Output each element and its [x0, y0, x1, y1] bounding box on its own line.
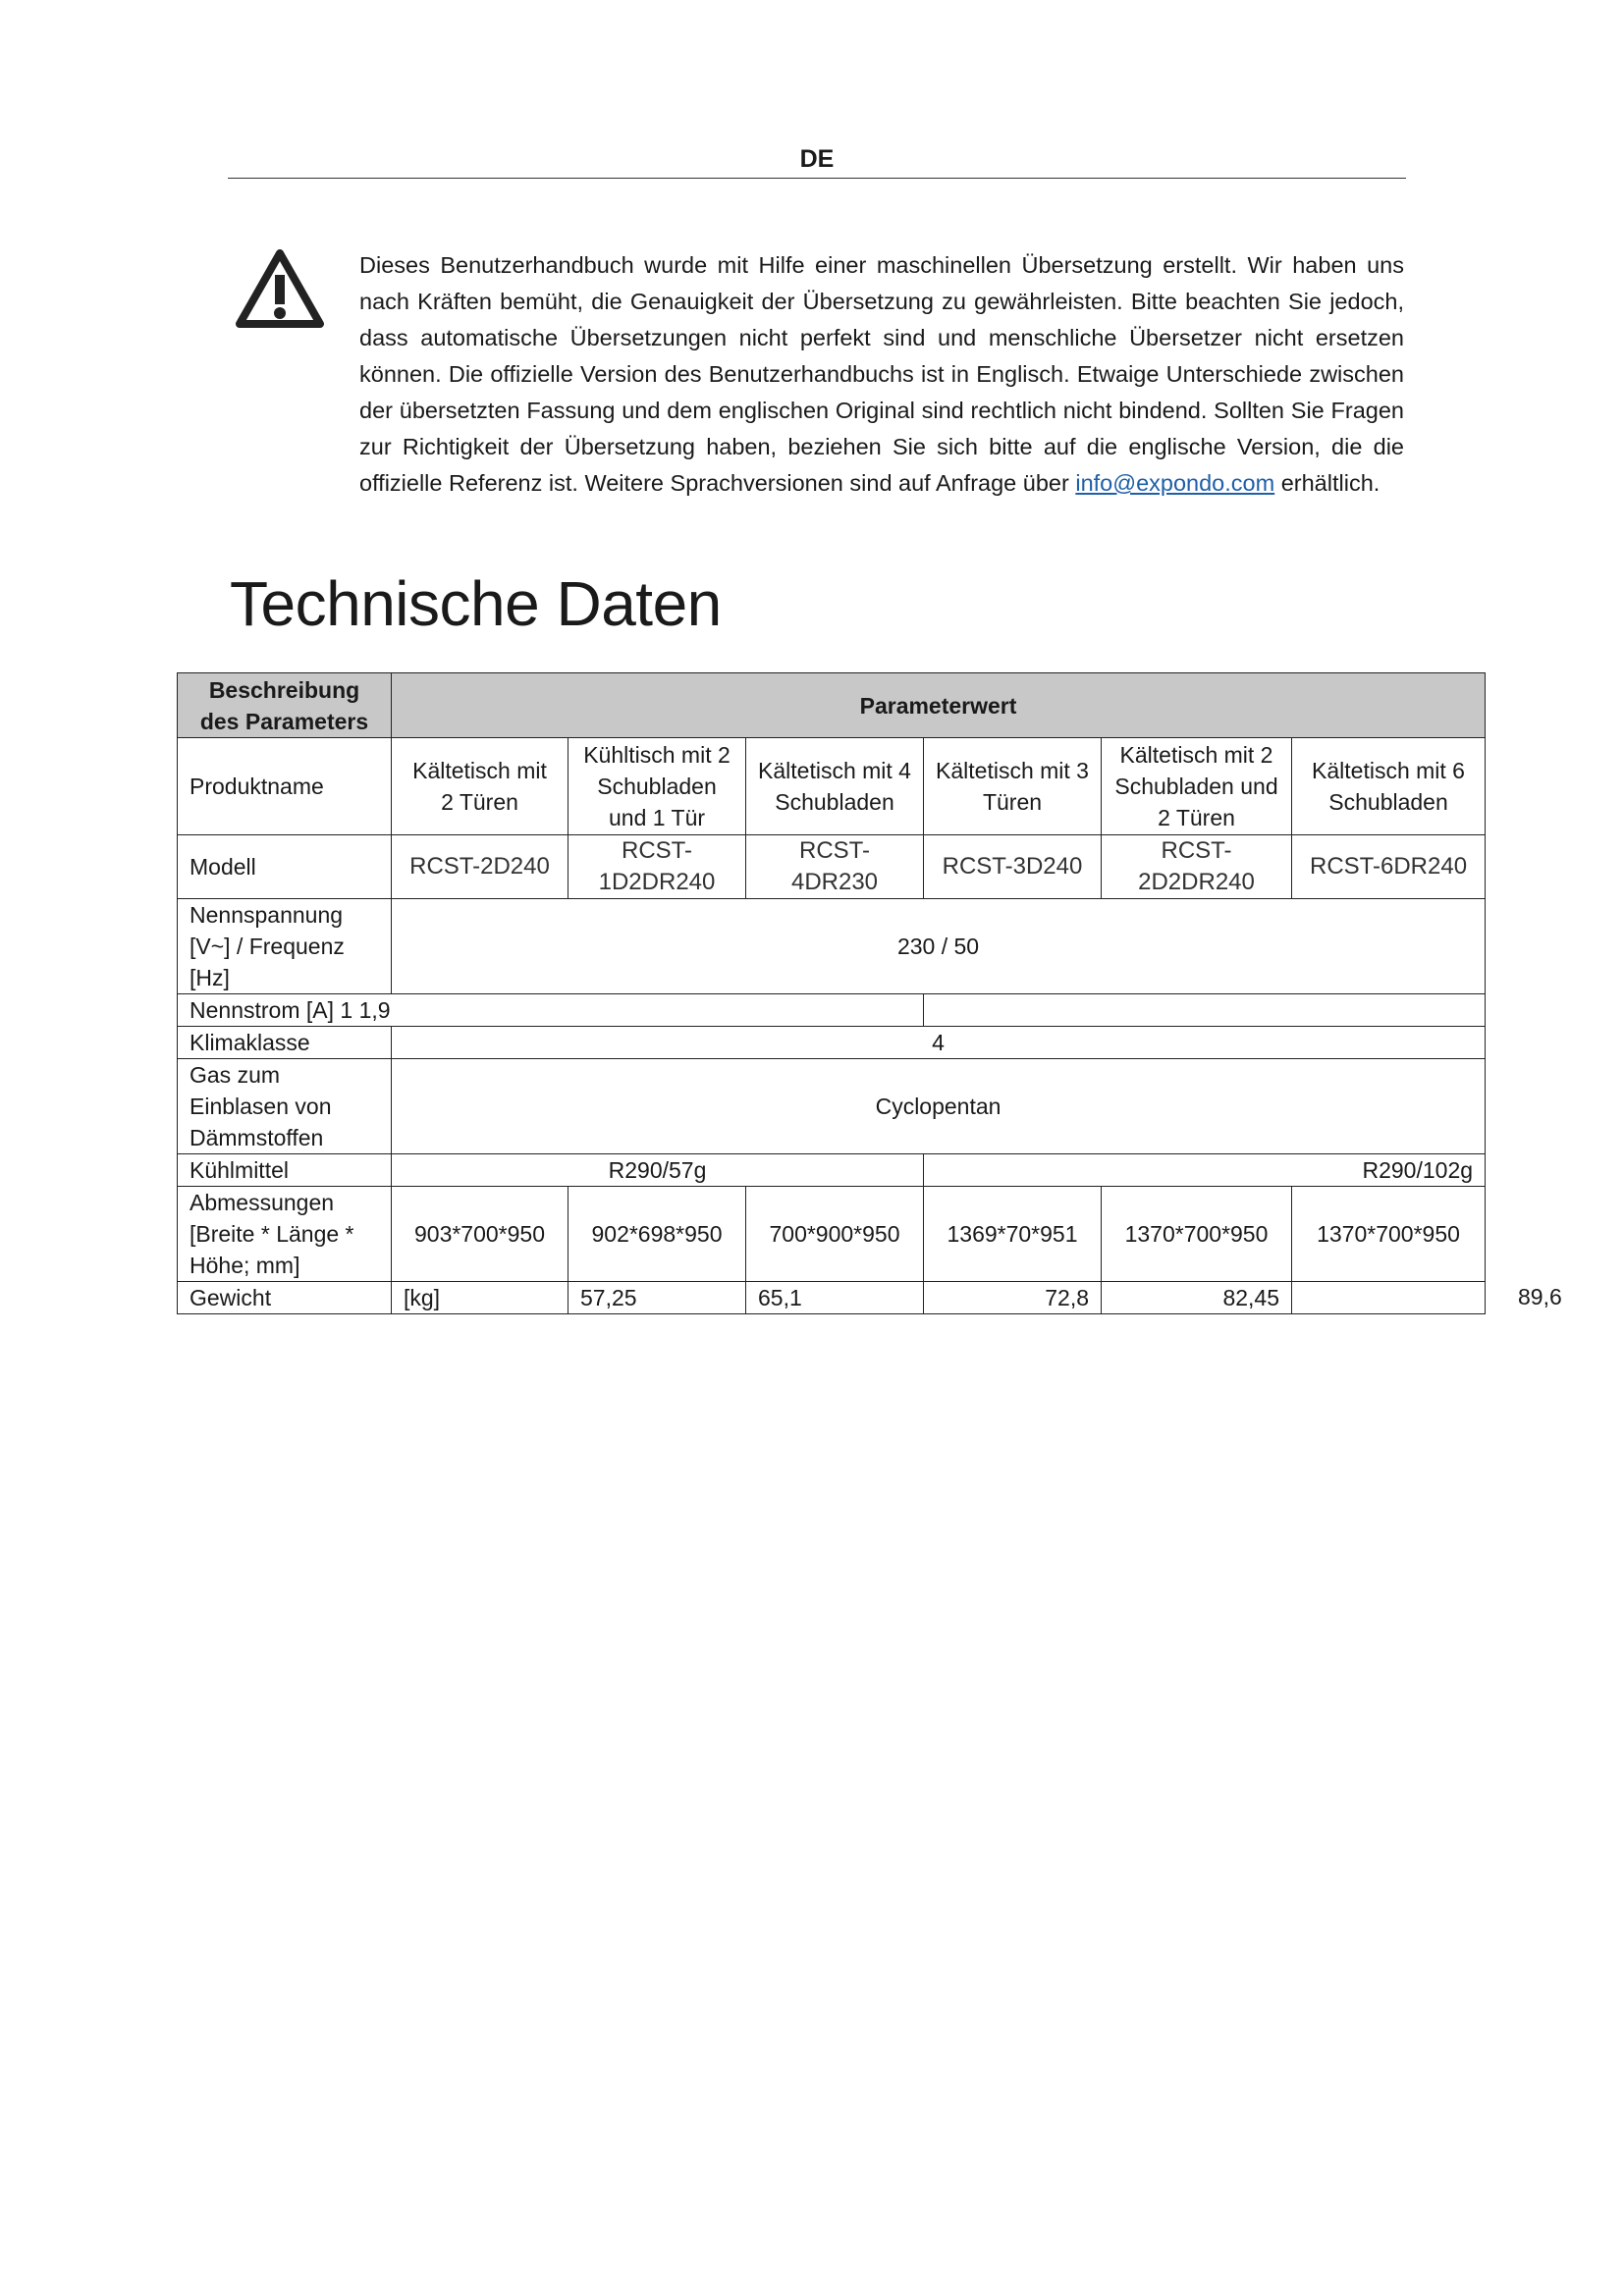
table-cell: RCST-2D2DR240: [1102, 835, 1292, 899]
table-cell: 903*700*950: [392, 1187, 568, 1282]
table-row: [178, 738, 1486, 835]
weight-overflow-value: 89,6: [1518, 1284, 1562, 1309]
table-cell: 1369*70*951: [924, 1187, 1102, 1282]
table-cell: 230 / 50: [392, 899, 1486, 994]
table-cell: RCST-6DR240: [1292, 835, 1486, 899]
section-title: Technische Daten: [230, 568, 722, 639]
table-cell: [1292, 1282, 1486, 1314]
row-label: Nennstrom [A] 1 1,9: [178, 994, 924, 1027]
row-label: Abmessungen [Breite * Länge * Höhe; mm]: [178, 1187, 392, 1282]
table-cell: RCST-2D240: [392, 835, 568, 899]
row-label: Nennspannung [V~] / Frequenz [Hz]: [178, 899, 392, 994]
table-cell: Kältetisch mit 4 Schubladen: [746, 738, 924, 835]
table-row: [178, 835, 1486, 899]
table-cell: 4: [392, 1027, 1486, 1059]
table-cell: Kühltisch mit 2 Schubladen und 1 Tür: [568, 738, 746, 835]
table-row: [178, 1282, 1486, 1314]
table-cell: 902*698*950: [568, 1187, 746, 1282]
table-cell: R290/57g: [392, 1154, 924, 1187]
table-row: [178, 899, 1486, 994]
row-label: Kühlmittel: [178, 1154, 392, 1187]
table-cell: 65,1: [746, 1282, 924, 1314]
table-cell: [kg]: [392, 1282, 568, 1314]
header-value: Parameterwert: [392, 673, 1486, 738]
table-cell: 57,25: [568, 1282, 746, 1314]
header-divider: [228, 178, 1406, 179]
table-cell: [924, 994, 1486, 1027]
row-label: Modell: [178, 835, 392, 899]
row-label: Produktname: [178, 738, 392, 835]
table-cell: Kältetisch mit 2 Türen: [392, 738, 568, 835]
translation-notice: [359, 247, 1404, 502]
table-cell: 72,8: [924, 1282, 1102, 1314]
email-link[interactable]: info@expondo.com: [1075, 470, 1275, 496]
table-cell: RCST-4DR230: [746, 835, 924, 899]
row-label: Gewicht: [178, 1282, 392, 1314]
table-cell: Kältetisch mit 2 Schubladen und 2 Türen: [1102, 738, 1292, 835]
table-cell: RCST-3D240: [924, 835, 1102, 899]
table-cell: 1370*700*950: [1102, 1187, 1292, 1282]
table-row: [178, 1059, 1486, 1154]
table-row: [178, 1027, 1486, 1059]
row-label: Gas zum Einblasen von Dämmstoffen: [178, 1059, 392, 1154]
warning-icon: [236, 247, 324, 330]
notice-text: Dieses Benutzerhandbuch wurde mit Hilfe einer maschinellen Übersetzung erstellt. Wir haben uns nach Kräften bemüht, die Genauigkeit der Übersetzung zu gewährleisten. Bitte beachten Sie jedoch, dass automatische Übersetzungen nicht perfekt sind und menschliche Übersetzer nicht ersetzen können. Die offizielle Version des Benutzerhandbuchs ist in Englisch. Etwaige Unterschiede zwischen der übersetzten Fassung und dem englischen Original sind rechtlich nicht bindend. Sollten Sie Fragen zur Richtigkeit der Übersetzung haben, beziehen Sie sich bitte auf die englische Version, die die offizielle Referenz ist. Weitere Sprachversionen sind auf Anfrage über: [359, 252, 1404, 496]
table-cell: 1370*700*950: [1292, 1187, 1486, 1282]
table-cell: R290/102g: [924, 1154, 1486, 1187]
header-param: Beschreibung des Parameters: [178, 673, 392, 738]
spec-table: [177, 672, 1486, 1314]
table-row: [178, 994, 1486, 1027]
table-header-row: [178, 673, 1486, 738]
table-cell: RCST-1D2DR240: [568, 835, 746, 899]
table-cell: 700*900*950: [746, 1187, 924, 1282]
table-cell: Cyclopentan: [392, 1059, 1486, 1154]
table-cell: Kältetisch mit 6 Schubladen: [1292, 738, 1486, 835]
row-label: Klimaklasse: [178, 1027, 392, 1059]
table-row: [178, 1187, 1486, 1282]
table-cell: 82,45: [1102, 1282, 1292, 1314]
table-row: [178, 1154, 1486, 1187]
table-cell: Kältetisch mit 3 Türen: [924, 738, 1102, 835]
notice-suffix: erhältlich.: [1280, 470, 1380, 496]
language-header: DE: [799, 145, 835, 173]
